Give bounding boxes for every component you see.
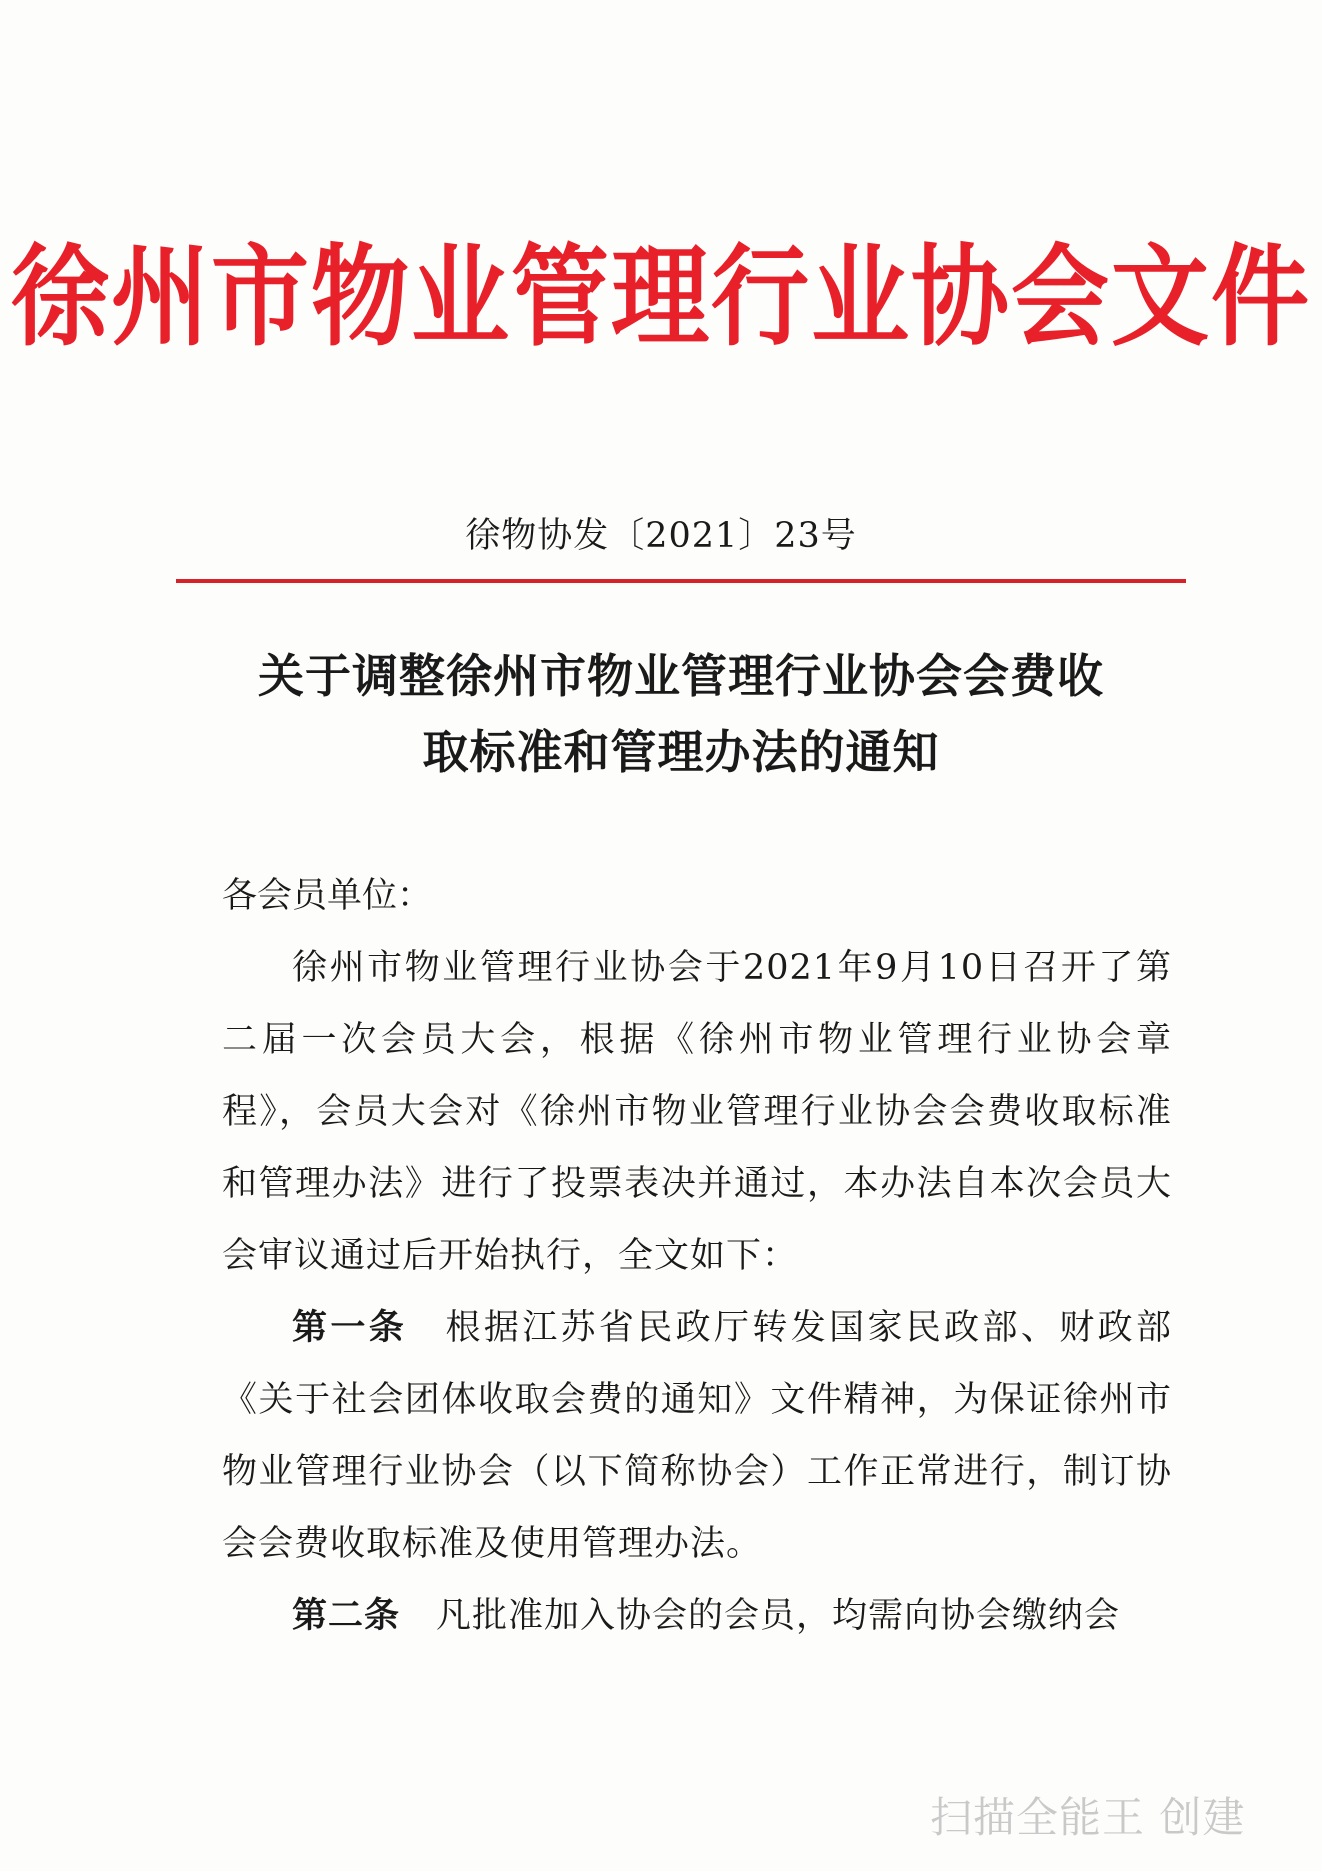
notice-title-line-2: 取标准和管理办法的通知 — [422, 725, 940, 779]
article-2 — [222, 1580, 1172, 1652]
notice-title-line-1: 关于调整徐州市物业管理行业协会会费收 — [258, 649, 1104, 703]
article-1-text: 根据江苏省民政厅转发国家民政部、财政部《关于社会团体收取会费的通知》文件精神，为保证徐州市物业管理行业协会（以下简称协会）工作正常进行，制订协会会费收取标准及使用管理办法。 — [222, 1308, 1172, 1564]
article-1-spacer — [407, 1308, 445, 1348]
article-2-label: 第二条 — [292, 1596, 401, 1636]
scanner-watermark: 扫描全能王 创建 — [930, 1793, 1246, 1842]
intro-paragraph: 徐州市物业管理行业协会于2021年9月10日召开了第二届一次会员大会，根据《徐州市物业管理行业协会章程》，会员大会对《徐州市物业管理行业协会会费收取标准和管理办法》进行了投票表决并通过，本办法自本次会员大会审议通过后开始执行，全文如下： — [222, 948, 1172, 1276]
red-divider-rule — [176, 579, 1186, 583]
article-2-text: 凡批准加入协会的会员，均需向协会缴纳会 — [436, 1596, 1121, 1636]
document-body — [222, 860, 1172, 1652]
article-1-label: 第一条 — [292, 1308, 408, 1348]
article-1 — [222, 1292, 1172, 1580]
notice-title — [176, 638, 1186, 790]
document-number: 徐物协发〔2021〕23号 — [465, 516, 857, 556]
org-header-title: 徐州市物业管理行业协会文件 — [10, 234, 1311, 362]
article-2-spacer — [400, 1596, 436, 1636]
salutation: 各会员单位： — [222, 876, 433, 916]
